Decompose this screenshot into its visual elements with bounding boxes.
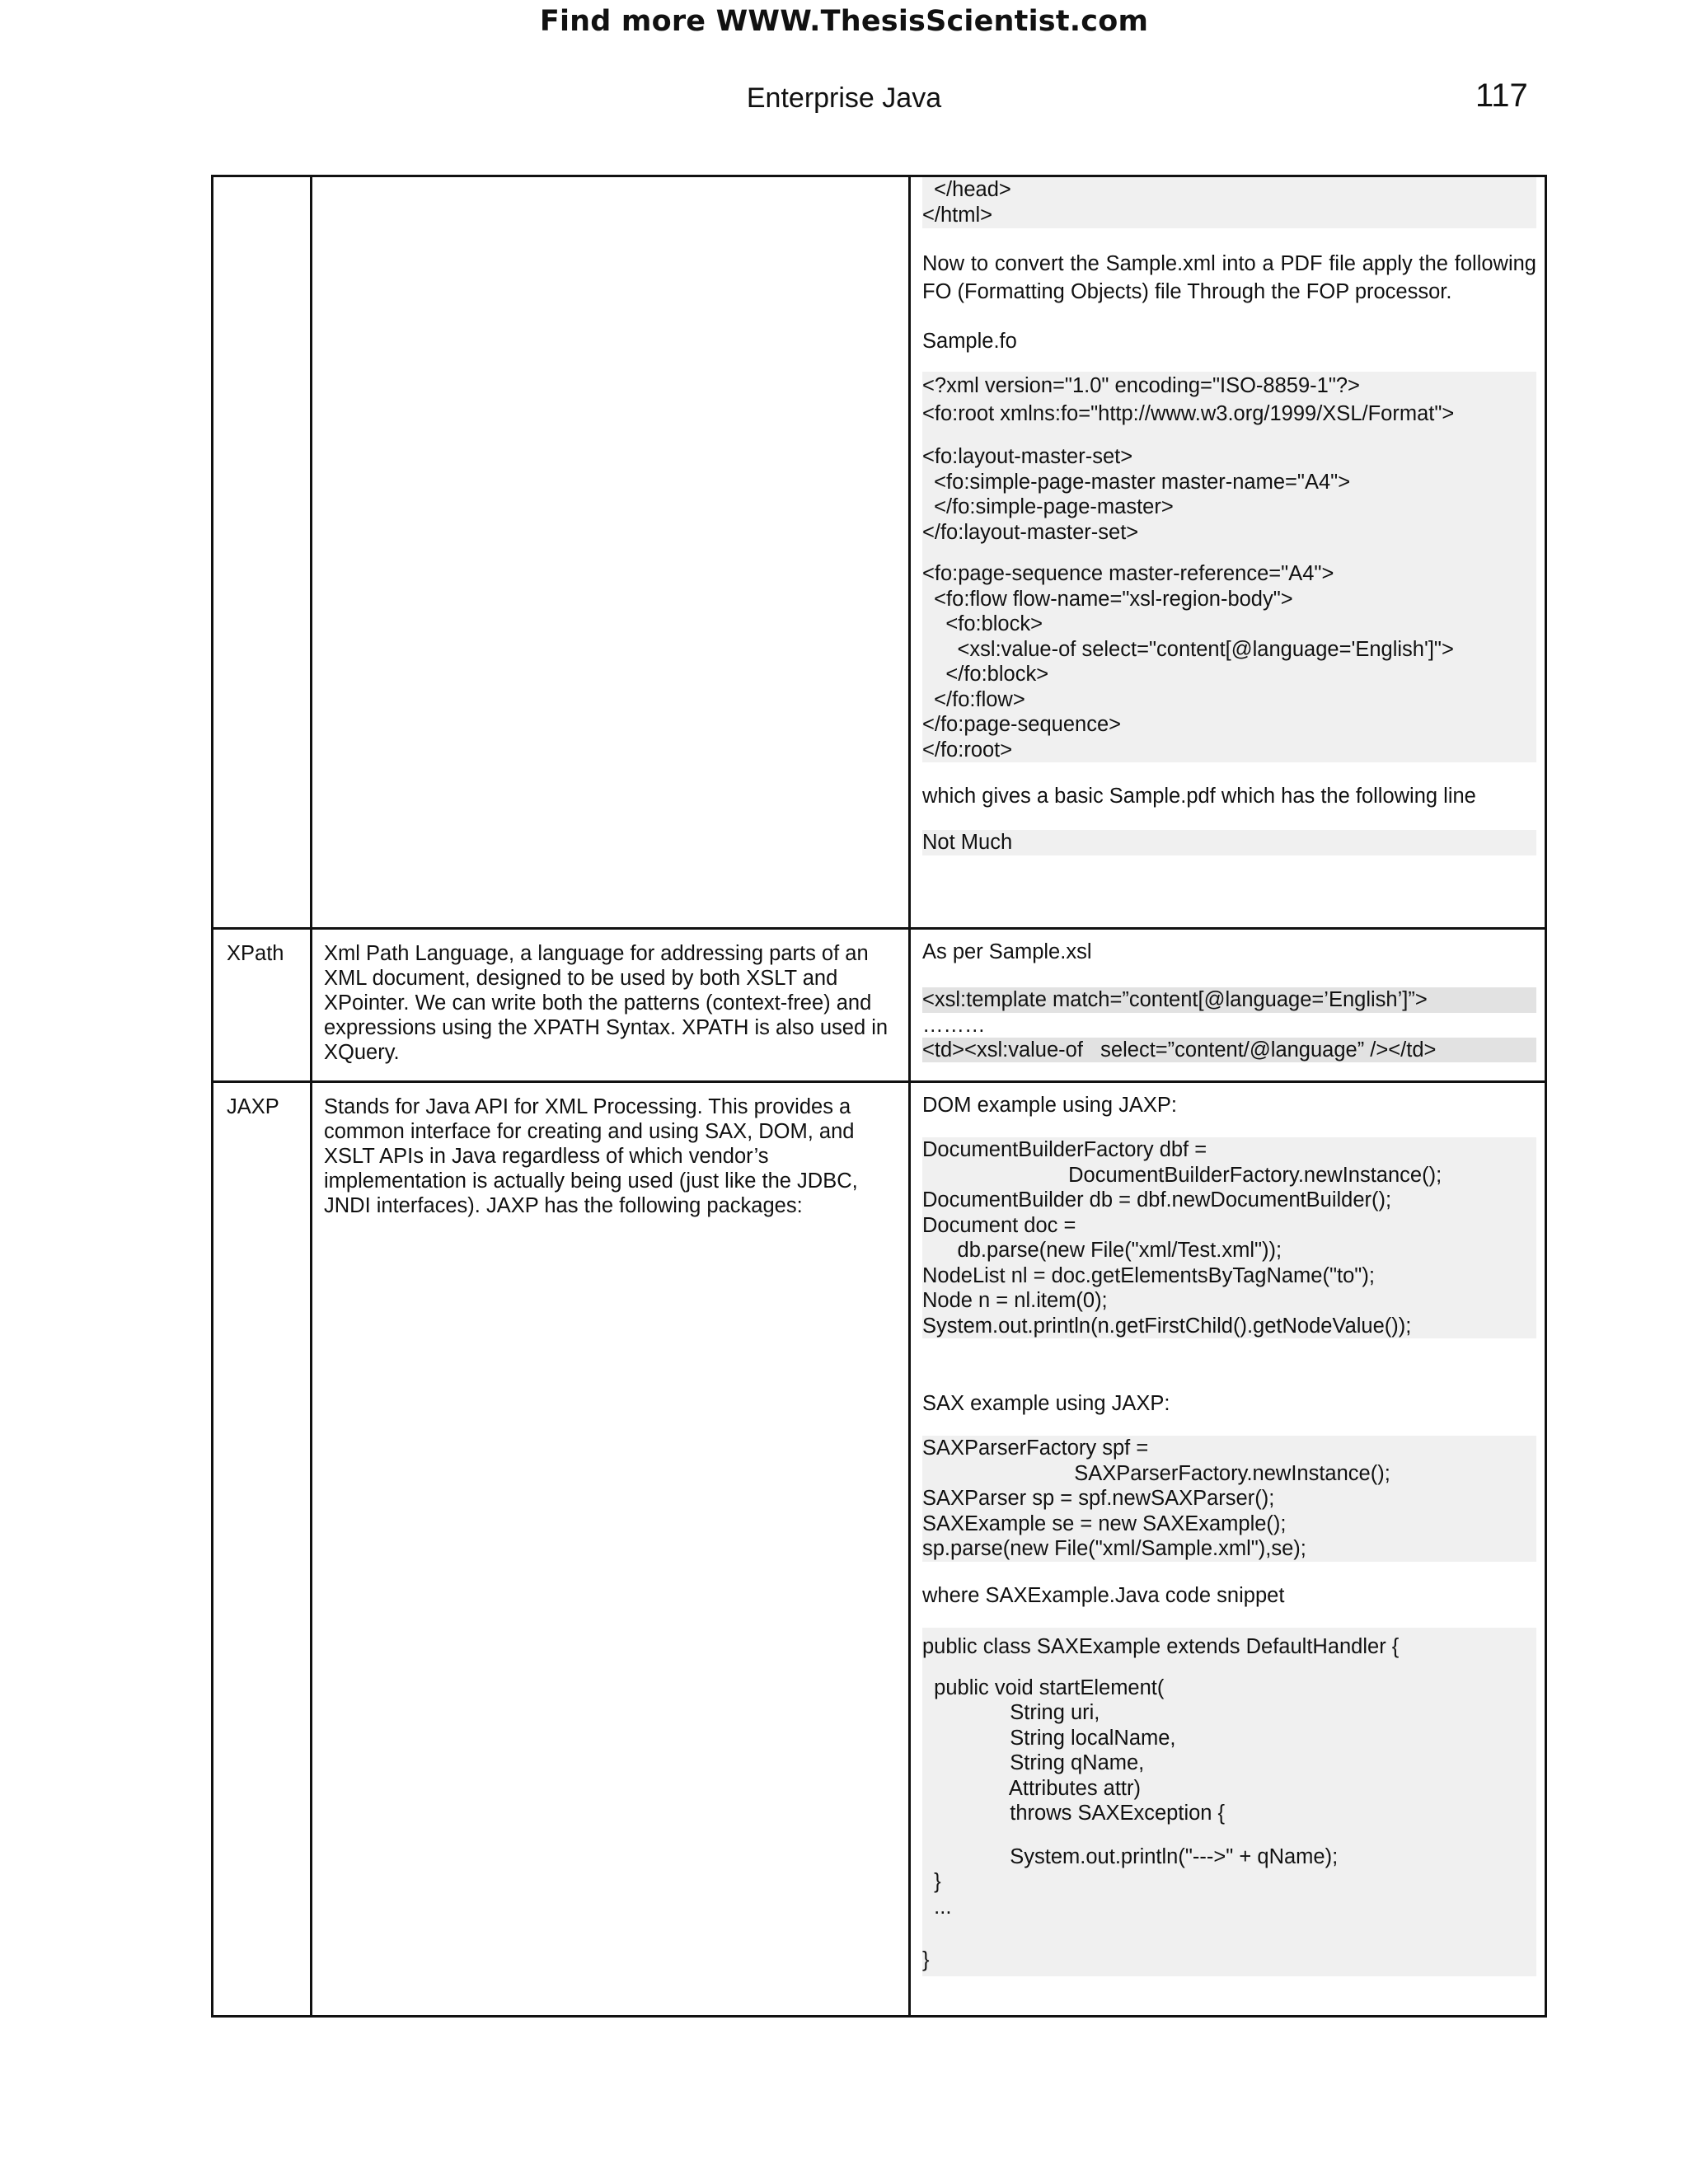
- snippet-heading: where SAXExample.Java code snippet: [922, 1583, 1285, 1607]
- code-block-fo-layout: <fo:layout-master-set> <fo:simple-page-master master-name="A4"> </fo:simple-page-master> </fo:layout-master-set>: [922, 428, 1536, 545]
- term-xpath: XPath: [227, 942, 284, 965]
- description-xpath: Xml Path Language, a language for addressing parts of an XML document, designed to be used by both XSLT and XPointer. We can write both the patterns (context-free) and expressions using the XPATH Syntax. XPATH is also used in XQuery.: [324, 942, 889, 1064]
- page-number: 117: [1475, 77, 1528, 114]
- paragraph-convert: Now to convert the Sample.xml into a PDF file apply the following FO (Formatting Objects) file Through the FOP processor.: [922, 252, 1536, 303]
- example-cell: [910, 1082, 1546, 2017]
- description-cell: [312, 929, 910, 1082]
- code-block-xsl-value-of: <td><xsl:value-of select=”content/@language” /></td>: [922, 1038, 1536, 1063]
- banner: Find more WWW.ThesisScientist.com: [539, 5, 1149, 38]
- content-table: [211, 175, 1547, 2018]
- term-cell: [213, 929, 312, 1082]
- term-cell: [213, 1082, 312, 2017]
- term-cell-empty: [213, 176, 312, 929]
- running-title: Enterprise Java: [746, 82, 942, 114]
- code-block-dom-example: DocumentBuilderFactory dbf = DocumentBuilderFactory.newInstance(); DocumentBuilder db = dbf.newDocumentBuilder(); Document doc = db.parse(new File("xml/Test.xml")); NodeList nl = doc.getElementsByTagName("to"); Node n = nl.item(0); System.out.println(n.getFirstChild().getNodeValue());: [922, 1137, 1536, 1338]
- code-block-xsl-template: <xsl:template match=”content[@language=’English’]”>: [922, 987, 1536, 1013]
- code-block-snippet-method: public void startElement( String uri, String localName, String qName, Attributes attr) throws SAXException {: [922, 1661, 1536, 1826]
- example-cell: [910, 929, 1546, 1082]
- dom-heading: DOM example using JAXP:: [922, 1094, 1177, 1117]
- description-cell: [312, 1082, 910, 2017]
- code-block-snippet-class: public class SAXExample extends DefaultHandler {: [922, 1628, 1536, 1661]
- xpath-intro: As per Sample.xsl: [922, 940, 1092, 963]
- table-row-jaxp: [213, 1082, 1546, 2017]
- file-label-sample-fo: Sample.fo: [922, 330, 1017, 353]
- description-cell-empty: [312, 176, 910, 929]
- code-block-fo-header: <?xml version="1.0" encoding="ISO-8859-1"?> <fo:root xmlns:fo="http://www.w3.org/1999/XSL/Format">: [922, 372, 1536, 428]
- code-block-fo-sequence: <fo:page-sequence master-reference="A4"> <fo:flow flow-name="xsl-region-body"> <fo:block> <xsl:value-of select="content[@language='English']"> </fo:block> </fo:flow> </fo:page-sequence> </fo:root>: [922, 545, 1536, 762]
- sax-heading: SAX example using JAXP:: [922, 1392, 1170, 1415]
- ellipsis-text: ………: [922, 1013, 986, 1037]
- code-block-output: Not Much: [922, 830, 1536, 855]
- code-block-sax-example: SAXParserFactory spf = SAXParserFactory.newInstance(); SAXParser sp = spf.newSAXParser(); SAXExample se = new SAXExample(); sp.parse(new File("xml/Sample.xml"),se);: [922, 1436, 1536, 1562]
- table-row-xpath: [213, 929, 1546, 1082]
- code-block-snippet-close: }: [922, 1919, 1536, 1976]
- code-block-snippet-body: System.out.println("--->" + qName); } ...: [922, 1826, 1536, 1920]
- term-jaxp: JAXP: [227, 1095, 279, 1118]
- table-row-continuation: [213, 176, 1546, 929]
- description-jaxp: Stands for Java API for XML Processing. This provides a common interface for creating and using SAX, DOM, and XSLT APIs in Java regardless of which vendor’s implementation is actually being used (just like the JDBC, JNDI interfaces). JAXP has the following packages:: [324, 1095, 858, 1217]
- example-cell: [910, 176, 1546, 929]
- paragraph-result: which gives a basic Sample.pdf which has the following line: [922, 785, 1476, 808]
- code-block-html-tail: </head> </html>: [922, 177, 1536, 228]
